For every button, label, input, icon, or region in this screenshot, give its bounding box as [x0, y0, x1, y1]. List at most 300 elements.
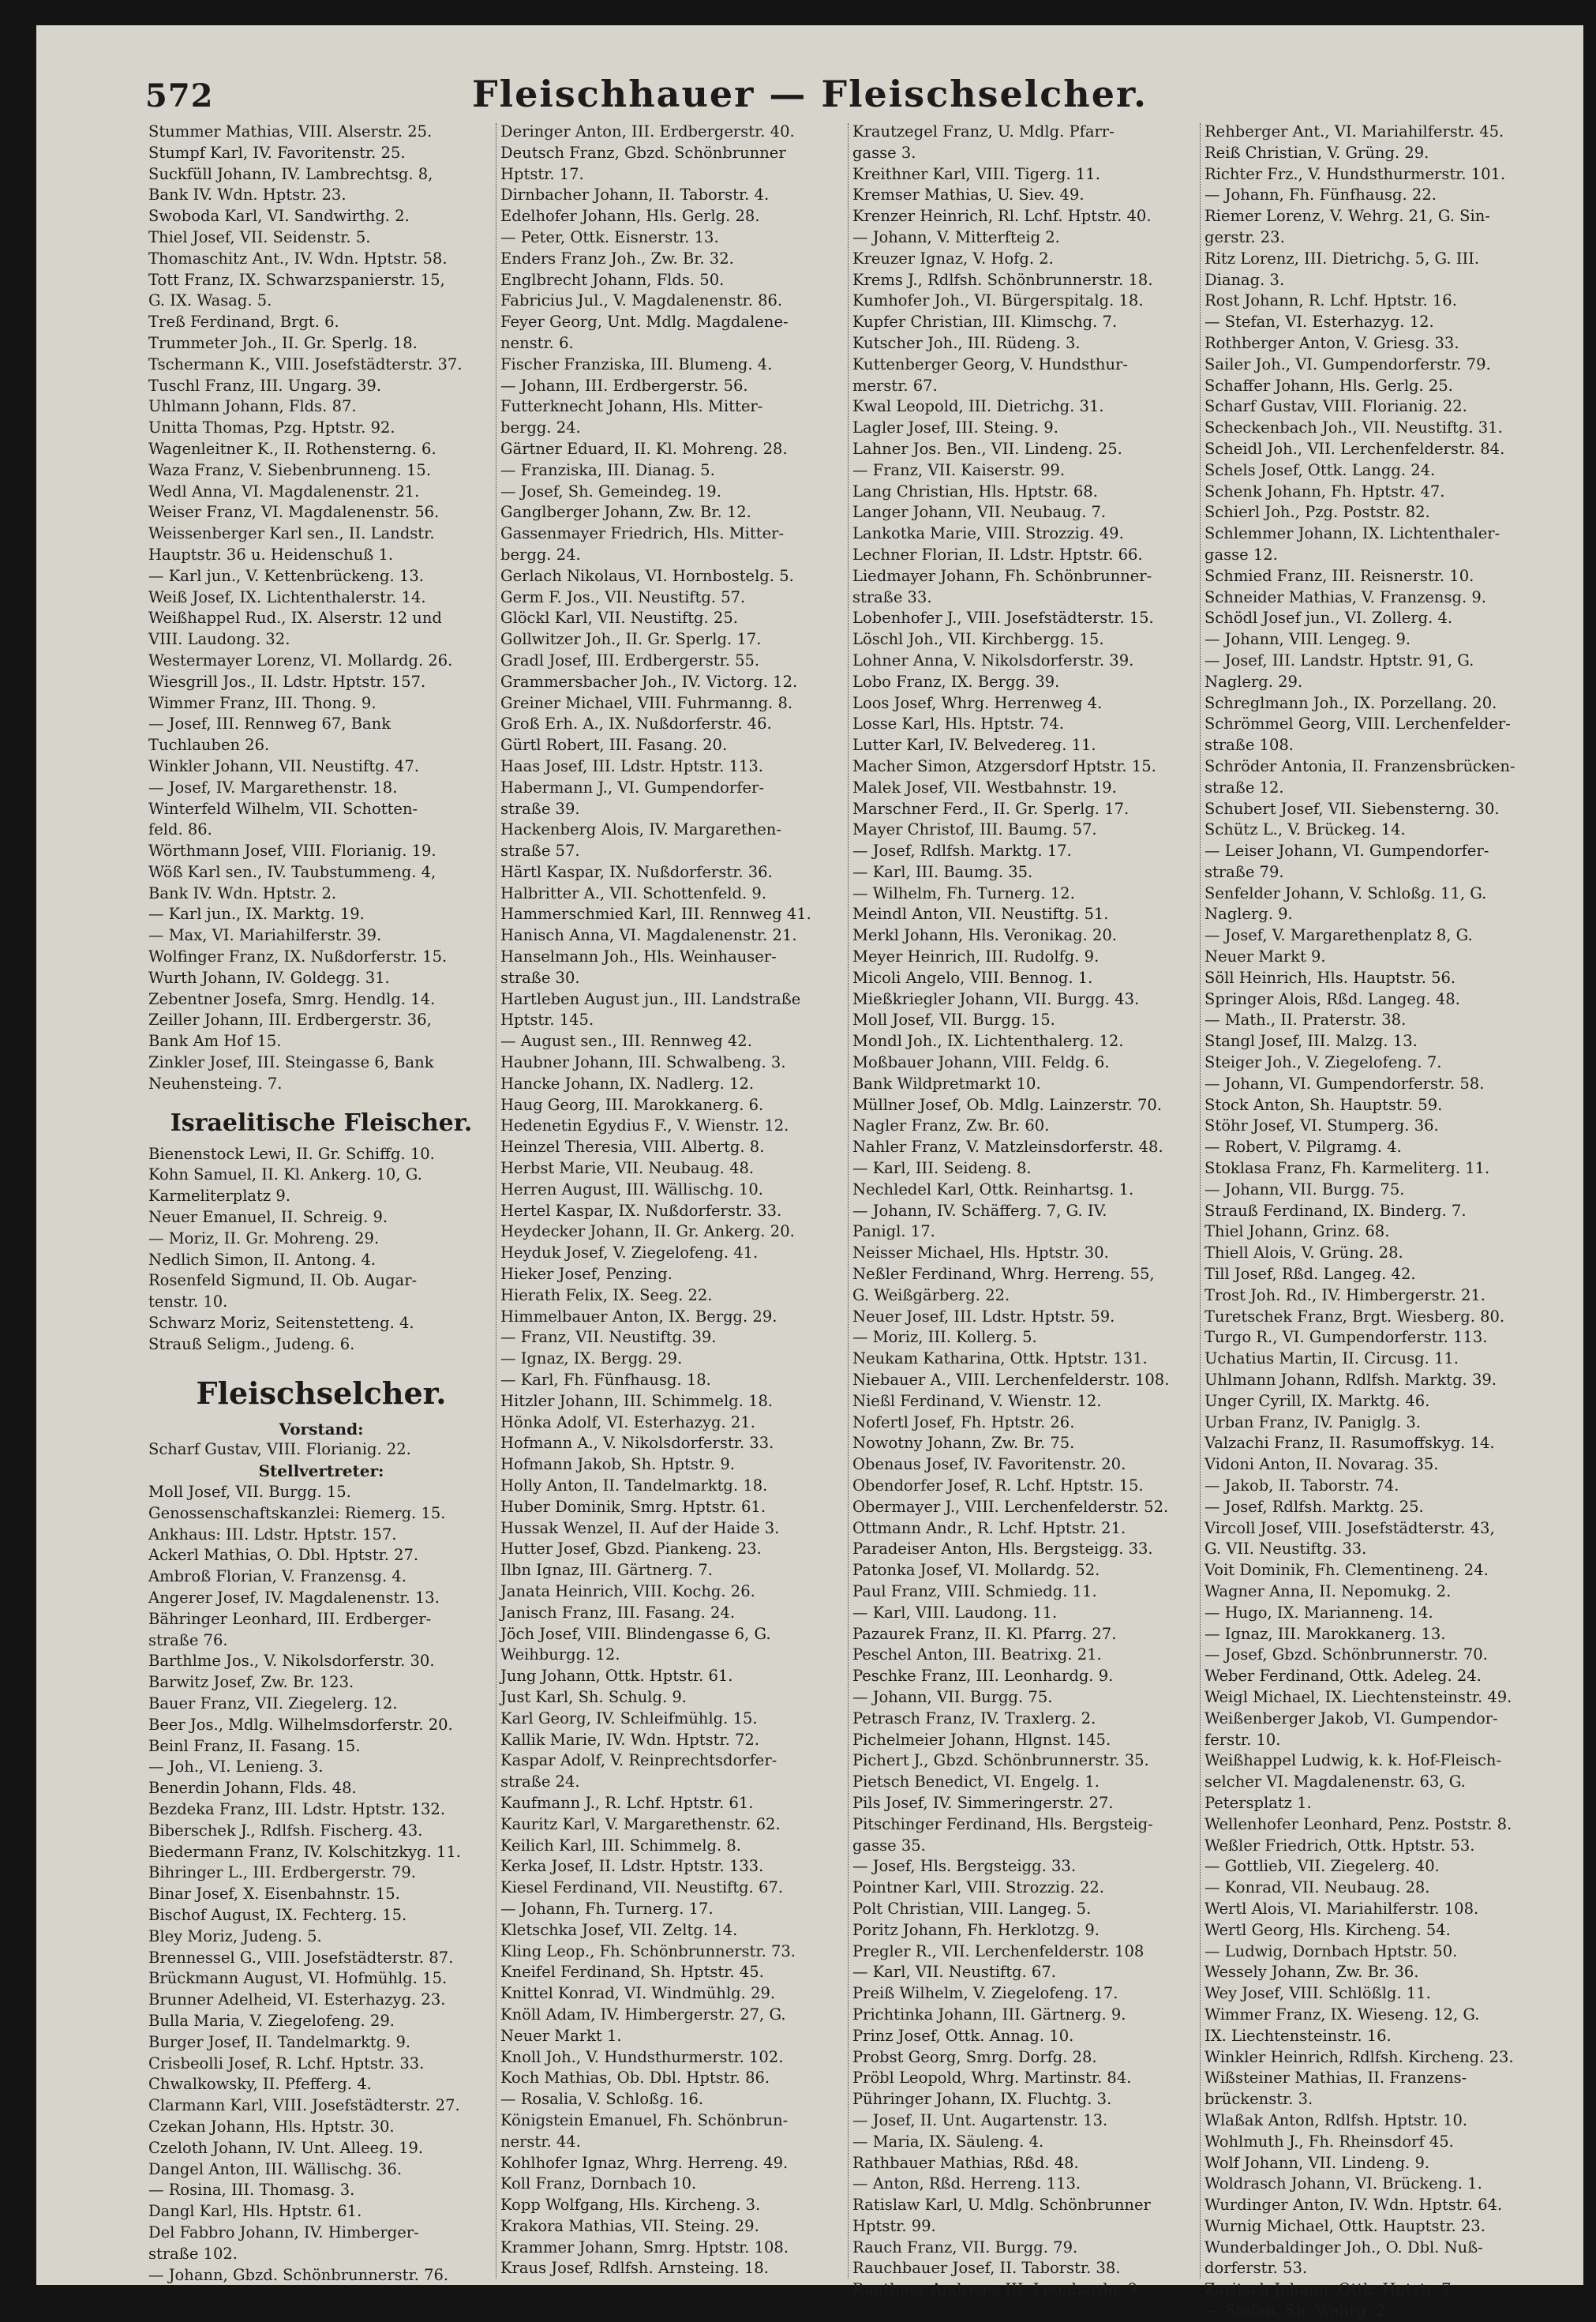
directory-entry: Wertl Georg, Hls. Kircheng. 54.	[1204, 1920, 1451, 1939]
directory-entry: Krenzer Heinrich, Rl. Lchf. Hptstr. 40.	[852, 207, 1152, 226]
directory-entry: Wolf Johann, VII. Lindeng. 9.	[1204, 2153, 1430, 2172]
directory-entry: Jung Johann, Ottk. Hptstr. 61.	[500, 1667, 733, 1686]
directory-entry: Haug Georg, III. Marokkanerg. 6.	[500, 1095, 764, 1114]
directory-entry: Malek Josef, VII. Westbahnstr. 19.	[852, 778, 1117, 797]
directory-entry: Wertl Alois, VI. Mariahilferstr. 108.	[1204, 1899, 1479, 1918]
directory-entry: Nedlich Simon, II. Antong. 4.	[148, 1250, 377, 1269]
directory-entry: Gradl Josef, III. Erdbergerstr. 55.	[500, 651, 760, 670]
directory-entry: Bank Wildpretmarkt 10.	[852, 1074, 1041, 1093]
directory-entry: — Robert, V. Pilgramg. 4.	[1204, 1138, 1402, 1157]
directory-entry: Turgo R., VI. Gumpendorferstr. 113.	[1204, 1328, 1488, 1347]
directory-entry: — Johann, VII. Burgg. 75.	[1204, 1180, 1405, 1199]
directory-entry: Langer Johann, VII. Neubaug. 7.	[852, 503, 1107, 522]
directory-entry: Schels Josef, Ottk. Langg. 24.	[1204, 460, 1436, 479]
directory-entry: Kohlhofer Ignaz, Whrg. Herreng. 49.	[500, 2153, 789, 2172]
directory-entry: Kerka Josef, II. Ldstr. Hptstr. 133.	[500, 1857, 764, 1876]
directory-entry: Ratislaw Karl, U. Mdlg. Schönbrunner	[852, 2196, 1151, 2215]
directory-entry: — Maria, IX. Säuleng. 4.	[852, 2132, 1044, 2151]
directory-entry: Schrömmel Georg, VIII. Lerchenfelder-	[1204, 715, 1511, 733]
directory-entry: Winkler Heinrich, Rdlfsh. Kircheng. 23.	[1204, 2047, 1514, 2066]
directory-entry: Thiell Alois, V. Grüng. 28.	[1204, 1244, 1403, 1262]
vorstand-entry: Scharf Gustav, VIII. Florianig. 22.	[148, 1440, 411, 1459]
directory-entry: Biberschek J., Rdlfsh. Fischerg. 43.	[148, 1821, 423, 1840]
directory-entry: Uchatius Martin, II. Circusg. 11.	[1204, 1349, 1459, 1368]
directory-entry: straße 24.	[500, 1772, 580, 1791]
directory-entry: Bank IV. Wdn. Hptstr. 2.	[148, 883, 337, 902]
directory-entry: Czeloth Johann, IV. Unt. Alleeg. 19.	[148, 2138, 424, 2157]
directory-entry: Scheidl Joh., VII. Lerchenfelderstr. 84.	[1204, 439, 1505, 458]
directory-entry: Prichtinka Johann, III. Gärtnerg. 9.	[852, 2005, 1126, 2024]
directory-entry: Patonka Josef, VI. Mollardg. 52.	[852, 1561, 1100, 1580]
directory-entry: Bähringer Leonhard, III. Erdberger-	[148, 1609, 432, 1628]
directory-entry: Petrasch Franz, IV. Traxlerg. 2.	[852, 1709, 1096, 1727]
directory-entry: Bauer Franz, VII. Ziegelerg. 12.	[148, 1694, 398, 1712]
directory-entry: Tuschl Franz, III. Ungarg. 39.	[148, 376, 382, 395]
directory-entry: Waza Franz, V. Siebenbrunneng. 15.	[148, 460, 432, 479]
directory-entry: Stöhr Josef, VI. Stumperg. 36.	[1204, 1116, 1439, 1135]
directory-entry: Wunderbaldinger Joh., O. Dbl. Nuß-	[1204, 2238, 1483, 2256]
directory-entry: VIII. Laudong. 32.	[148, 630, 290, 649]
directory-entry: Ankhaus: III. Ldstr. Hptstr. 157.	[148, 1525, 397, 1544]
directory-entry: Hancke Johann, IX. Nadlerg. 12.	[500, 1074, 755, 1093]
directory-entry: tenstr. 10.	[148, 1292, 228, 1311]
directory-entry: Hptstr. 17.	[500, 164, 584, 183]
directory-entry: Karmeliterplatz 9.	[148, 1187, 290, 1206]
directory-entry: Genossenschaftskanzlei: Riemerg. 15.	[148, 1503, 446, 1522]
directory-entry: — Johann, VII. Burgg. 75.	[852, 1687, 1053, 1706]
directory-entry: Bischof August, IX. Fechterg. 15.	[148, 1905, 407, 1924]
directory-entry: gerstr. 23.	[1204, 227, 1285, 246]
column-1-entries	[148, 122, 494, 1095]
directory-entry: nerstr. 44.	[500, 2132, 581, 2151]
directory-entry: Schütz L., V. Brückeg. 14.	[1204, 820, 1406, 839]
directory-entry: Schaffer Johann, Hls. Gerlg. 25.	[1204, 376, 1453, 395]
directory-entry: Brunner Adelheid, VI. Esterhazyg. 23.	[148, 1990, 446, 2009]
column-3	[852, 122, 1198, 2301]
directory-entry: Rosenfeld Sigmund, II. Ob. Augar-	[148, 1271, 418, 1290]
directory-entry: Weißenberger Jakob, VI. Gumpendor-	[1204, 1709, 1498, 1727]
directory-entry: Thomaschitz Ant., IV. Wdn. Hptstr. 58.	[148, 249, 448, 268]
directory-entry: Heinzel Theresia, VIII. Albertg. 8.	[500, 1138, 765, 1157]
directory-entry: — Stefan, VI. Esterhazyg. 12.	[1204, 313, 1434, 332]
directory-entry: Uhlmann Johann, Rdlfsh. Marktg. 39.	[1204, 1371, 1497, 1390]
directory-entry: brückenstr. 3.	[1204, 2090, 1313, 2109]
directory-entry: Neukam Katharina, Ottk. Hptstr. 131.	[852, 1349, 1148, 1368]
directory-entry: — Franz, VII. Neustiftg. 39.	[500, 1328, 717, 1347]
directory-entry: — Joh., VI. Lenieng. 3.	[148, 1757, 324, 1776]
directory-entry: Nagler Franz, Zw. Br. 60.	[852, 1116, 1050, 1135]
directory-entry: Pichelmeier Johann, Hlgnst. 145.	[852, 1730, 1111, 1749]
directory-entry: — Franziska, III. Dianag. 5.	[500, 460, 715, 479]
directory-entry: — Josef, III. Rennweg 67, Bank	[148, 715, 392, 733]
directory-entry: Fabricius Jul., V. Magdalenenstr. 86.	[500, 291, 783, 310]
directory-entry: bergg. 24.	[500, 418, 581, 437]
directory-entry: — Rosina, III. Thomasg. 3.	[148, 2181, 355, 2200]
column-2	[500, 122, 846, 2279]
directory-entry: Winterfeld Wilhelm, VII. Schotten-	[148, 799, 418, 818]
directory-entry: Tuchlauben 26.	[148, 736, 270, 755]
directory-entry: — Josef, Rdlfsh. Marktg. 17.	[852, 842, 1072, 861]
directory-entry: Clarmann Karl, VIII. Josefstädterstr. 27.	[148, 2096, 460, 2115]
directory-entry: Panigl. 17.	[852, 1222, 935, 1241]
directory-entry: Bienenstock Lewi, II. Gr. Schiffg. 10.	[148, 1144, 435, 1163]
directory-entry: Wlaßak Anton, Rdlfsh. Hptstr. 10.	[1204, 2110, 1468, 2129]
directory-entry: Barthlme Jos., V. Nikolsdorferstr. 30.	[148, 1652, 435, 1671]
directory-entry: — Jakob, II. Taborstr. 74.	[1204, 1476, 1399, 1495]
directory-entry: — Karl, III. Baumg. 35.	[852, 862, 1033, 881]
directory-entry: selcher VI. Magdalenenstr. 63, G.	[1204, 1772, 1466, 1791]
directory-entry: — Ignaz, III. Marokkanerg. 13.	[1204, 1624, 1446, 1643]
directory-entry: Wagenleitner K., II. Rothensterng. 6.	[148, 439, 436, 458]
directory-entry: Bulla Maria, V. Ziegelofeng. 29.	[148, 2011, 395, 2030]
directory-entry: Crisbeolli Josef, R. Lchf. Hptstr. 33.	[148, 2054, 425, 2073]
directory-entry: Herren August, III. Wällischg. 10.	[500, 1180, 763, 1199]
directory-entry: Ottmann Andr., R. Lchf. Hptstr. 21.	[852, 1518, 1126, 1537]
directory-entry: — Josef, III. Landstr. Hptstr. 91, G.	[1204, 651, 1474, 670]
directory-entry: Macher Simon, Atzgersdorf Hptstr. 15.	[852, 756, 1156, 775]
directory-entry: Schneider Mathias, V. Franzensg. 9.	[1204, 587, 1486, 606]
directory-entry: Niebauer A., VIII. Lerchenfelderstr. 108.	[852, 1371, 1170, 1390]
directory-entry: Glöckl Karl, VII. Neustiftg. 25.	[500, 609, 738, 628]
directory-entry: Schwarz Moriz, Seitenstetteng. 4.	[148, 1314, 414, 1333]
directory-entry: Moßbauer Johann, VIII. Feldg. 6.	[852, 1053, 1110, 1072]
page-header	[36, 49, 1583, 115]
directory-entry: straße 79.	[1204, 862, 1284, 881]
directory-entry: Till Josef, Rßd. Langeg. 42.	[1204, 1265, 1416, 1284]
directory-entry: — Johann, Gbzd. Schönbrunnerstr. 76.	[148, 2265, 449, 2284]
directory-entry: Poritz Johann, Fh. Herklotzg. 9.	[852, 1920, 1100, 1939]
directory-entry: gasse 12.	[1204, 545, 1278, 564]
directory-entry: Neuhensteing. 7.	[148, 1074, 283, 1093]
directory-entry: Janata Heinrich, VIII. Kochg. 26.	[500, 1581, 755, 1600]
directory-entry: Schenk Johann, Fh. Hptstr. 47.	[1204, 482, 1445, 501]
directory-entry: Bezdeka Franz, III. Ldstr. Hptstr. 132.	[148, 1799, 446, 1818]
directory-entry: Dangl Karl, Hls. Hptstr. 61.	[148, 2202, 362, 2221]
directory-entry: straße 57.	[500, 842, 580, 861]
directory-entry: Lechner Florian, II. Ldstr. Hptstr. 66.	[852, 545, 1143, 564]
directory-entry: Schmied Franz, III. Reisnerstr. 10.	[1204, 566, 1474, 585]
directory-entry: Strauß Ferdinand, IX. Binderg. 7.	[1204, 1201, 1467, 1220]
directory-entry: Greiner Michael, VIII. Fuhrmanng. 8.	[500, 693, 793, 712]
directory-entry: Uhlmann Johann, Flds. 87.	[148, 397, 357, 416]
directory-entry: bergg. 24.	[500, 545, 581, 564]
directory-entry: Gollwitzer Joh., II. Gr. Sperlg. 17.	[500, 630, 762, 649]
directory-entry: Paul Franz, VIII. Schmiedg. 11.	[852, 1581, 1097, 1600]
directory-entry: Knittel Konrad, VI. Windmühlg. 29.	[500, 1984, 776, 2003]
directory-entry: Dangel Anton, III. Wällischg. 36.	[148, 2159, 403, 2178]
directory-entry: Obenaus Josef, IV. Favoritenstr. 20.	[852, 1455, 1126, 1474]
directory-entry: Wißsteiner Mathias, II. Franzens-	[1204, 2069, 1467, 2088]
directory-entry: Lohner Anna, V. Nikolsdorferstr. 39.	[852, 651, 1134, 670]
directory-entry: — Karl, Fh. Fünfhausg. 18.	[500, 1371, 711, 1390]
directory-entry: Bihringer L., III. Erdbergerstr. 79.	[148, 1863, 416, 1882]
directory-entry: merstr. 67.	[852, 376, 938, 395]
directory-entry: Fischer Franziska, III. Blumeng. 4.	[500, 354, 773, 373]
directory-entry: Weßler Friedrich, Ottk. Hptstr. 53.	[1204, 1836, 1475, 1855]
column-divider	[1200, 123, 1201, 2279]
directory-entry: Stangl Josef, III. Malzg. 13.	[1204, 1032, 1418, 1051]
directory-entry: Vircoll Josef, VIII. Josefstädterstr. 43,	[1204, 1518, 1495, 1537]
vorstand-label: Vorstand:	[279, 1419, 364, 1439]
directory-entry: straße 30.	[500, 968, 580, 987]
directory-entry: Königstein Emanuel, Fh. Schönbrun-	[500, 2110, 789, 2129]
directory-entry: — Moriz, III. Kollerg. 5.	[852, 1328, 1037, 1347]
directory-entry: Schödl Josef jun., VI. Zollerg. 4.	[1204, 609, 1453, 628]
directory-entry: — Karl, VIII. Laudong. 11.	[852, 1603, 1058, 1622]
directory-entry: G. IX. Wasag. 5.	[148, 291, 272, 310]
directory-entry: Wörthmann Josef, VIII. Florianig. 19.	[148, 842, 436, 861]
directory-entry: Härtl Kaspar, IX. Nußdorferstr. 36.	[500, 862, 773, 881]
directory-entry: Weber Ferdinand, Ottk. Adeleg. 24.	[1204, 1667, 1482, 1686]
directory-entry: Himmelbauer Anton, IX. Bergg. 29.	[500, 1307, 777, 1326]
directory-entry: — Karl, III. Seideng. 8.	[852, 1159, 1032, 1178]
directory-entry: Thiel Josef, VII. Seidenstr. 5.	[148, 227, 371, 246]
directory-entry: Wellenhofer Leonhard, Penz. Poststr. 8.	[1204, 1814, 1512, 1833]
directory-entry: Zeiller Johann, III. Erdbergerstr. 36,	[148, 1011, 432, 1030]
directory-entry: Liedmayer Johann, Fh. Schönbrunner-	[852, 566, 1152, 585]
directory-entry: Scheckenbach Joh., VII. Neustiftg. 31.	[1204, 418, 1503, 437]
directory-entry: Neuer Emanuel, II. Schreig. 9.	[148, 1208, 388, 1227]
directory-entry: Naglerg. 9.	[1204, 905, 1293, 924]
directory-entry: Deringer Anton, III. Erdbergerstr. 40.	[500, 122, 795, 141]
directory-entry: Petersplatz 1.	[1204, 1793, 1312, 1812]
directory-entry: — Johann, Fh. Turnerg. 17.	[500, 1899, 714, 1918]
directory-entry: Nießl Ferdinand, V. Wienstr. 12.	[852, 1391, 1102, 1410]
israelitische-entries	[148, 1144, 494, 1356]
directory-entry: Ilbn Ignaz, III. Gärtnerg. 7.	[500, 1561, 713, 1580]
directory-entry: Wagner Anna, II. Nepomukg. 2.	[1204, 1581, 1452, 1600]
directory-entry: Wolfinger Franz, IX. Nußdorferstr. 15.	[148, 947, 448, 966]
directory-entry: Pils Josef, IV. Simmeringerstr. 27.	[852, 1793, 1114, 1812]
directory-entry: — Rosalia, V. Schloßg. 16.	[500, 2090, 704, 2109]
directory-entry: Ganglberger Johann, Zw. Br. 12.	[500, 503, 751, 522]
directory-entry: Neuer Markt 1.	[500, 2026, 622, 2045]
directory-entry: Wöß Karl sen., IV. Taubstummeng. 4,	[148, 862, 436, 881]
directory-entry: Losse Karl, Hls. Hptstr. 74.	[852, 715, 1064, 733]
directory-entry: Suckfüll Johann, IV. Lambrechtsg. 8,	[148, 164, 433, 183]
column-4	[1204, 122, 1561, 2322]
directory-entry: Treß Ferdinand, Brgt. 6.	[148, 313, 339, 332]
directory-entry: Trost Joh. Rd., IV. Himbergerstr. 21.	[1204, 1285, 1486, 1304]
directory-entry: nenstr. 6.	[500, 333, 574, 352]
directory-entry: Rauch Franz, VII. Burgg. 79.	[852, 2238, 1078, 2256]
directory-entry: Kraus Josef, Rdlfsh. Arnsteing. 18.	[500, 2259, 769, 2278]
directory-entry: Rauchbauer Josef, II. Taborstr. 38.	[852, 2259, 1121, 2278]
directory-entry: Rauthner Andreas, III. Leonhardg. 9.	[852, 2280, 1143, 2299]
directory-entry: Herbst Marie, VII. Neubaug. 48.	[500, 1159, 755, 1178]
directory-entry: Krautzegel Franz, U. Mdlg. Pfarr-	[852, 122, 1115, 141]
directory-entry: Preiß Wilhelm, V. Ziegelofeng. 17.	[852, 1984, 1118, 2003]
directory-entry: Weihburgg. 12.	[500, 1645, 620, 1664]
directory-entry: Binar Josef, X. Eisenbahnstr. 15.	[148, 1885, 400, 1904]
directory-entry: Hauptstr. 36 u. Heidenschuß 1.	[148, 545, 394, 564]
directory-entry: Futterknecht Johann, Hls. Mitter-	[500, 397, 763, 416]
directory-entry: Kauritz Karl, V. Margarethenstr. 62.	[500, 1814, 781, 1833]
directory-entry: Schreglmann Joh., IX. Porzellang. 20.	[1204, 693, 1497, 712]
directory-entry: Haubner Johann, III. Schwalbeng. 3.	[500, 1053, 786, 1072]
directory-entry: Englbrecht Johann, Flds. 50.	[500, 270, 725, 289]
directory-entry: Weiß Josef, IX. Lichtenthalerstr. 14.	[148, 587, 426, 606]
directory-entry: Neuer Markt 9.	[1204, 947, 1326, 966]
directory-entry: — Hugo, IX. Marianneng. 14.	[1204, 1603, 1433, 1622]
directory-entry: — Konrad, VII. Neubaug. 28.	[1204, 1878, 1430, 1897]
directory-entry: feld. 86.	[148, 820, 212, 839]
directory-entry: Lutter Karl, IV. Belvedereg. 11.	[852, 736, 1096, 755]
directory-entry: Strauß Seligm., Judeng. 6.	[148, 1334, 355, 1353]
directory-entry: Burger Josef, II. Tandelmarktg. 9.	[148, 2032, 411, 2051]
directory-entry: Mießkriegler Johann, VII. Burgg. 43.	[852, 989, 1140, 1008]
directory-entry: Vidoni Anton, II. Novarag. 35.	[1204, 1455, 1439, 1474]
directory-entry: Pichert J., Gbzd. Schönbrunnerstr. 35.	[852, 1751, 1149, 1770]
directory-entry: straße 76.	[148, 1630, 228, 1649]
directory-entry: Hertel Kaspar, IX. Nußdorferstr. 33.	[500, 1201, 782, 1220]
directory-entry: Wey Josef, VIII. Schlößlg. 11.	[1204, 1984, 1431, 2003]
directory-entry: Winkler Johann, VII. Neustiftg. 47.	[148, 756, 419, 775]
directory-entry: Heyduk Josef, V. Ziegelofeng. 41.	[500, 1244, 759, 1262]
stellvertreter-label: Stellvertreter:	[258, 1461, 384, 1481]
directory-entry: Söll Heinrich, Hls. Hauptstr. 56.	[1204, 968, 1456, 987]
directory-entry: Unger Cyrill, IX. Marktg. 46.	[1204, 1391, 1430, 1410]
directory-entry: Wiesgrill Jos., II. Ldstr. Hptstr. 157.	[148, 672, 426, 691]
directory-entry: — Josef, Gbzd. Schönbrunnerstr. 70.	[1204, 1645, 1488, 1664]
directory-entry: Haas Josef, III. Ldstr. Hptstr. 113.	[500, 756, 764, 775]
directory-entry: Richter Frz., V. Hundsthurmerstr. 101.	[1204, 164, 1506, 183]
directory-entry: Kuttenberger Georg, V. Hundsthur-	[852, 354, 1128, 373]
directory-entry: Hönka Adolf, VI. Esterhazyg. 21.	[500, 1412, 755, 1431]
directory-entry: — Karl jun., IX. Marktg. 19.	[148, 905, 365, 924]
directory-entry: Steiger Joh., V. Ziegelofeng. 7.	[1204, 1053, 1442, 1072]
directory-entry: Hanisch Anna, VI. Magdalenenstr. 21.	[500, 926, 797, 945]
directory-entry: Holly Anton, II. Tandelmarktg. 18.	[500, 1476, 768, 1495]
directory-entry: Germ F. Jos., VII. Neustiftg. 57.	[500, 587, 746, 606]
directory-entry: Weißhappel Ludwig, k. k. Hof-Fleisch-	[1204, 1751, 1502, 1770]
directory-entry: Wurth Johann, IV. Goldegg. 31.	[148, 968, 390, 987]
directory-entry: Ritz Lorenz, III. Dietrichg. 5, G. III.	[1204, 249, 1480, 268]
directory-entry: Bley Moriz, Judeng. 5.	[148, 1926, 322, 1945]
directory-entry: Nahler Franz, V. Matzleinsdorferstr. 48.	[852, 1138, 1163, 1157]
directory-entry: Kumhofer Joh., VI. Bürgerspitalg. 18.	[852, 291, 1144, 310]
directory-entry: Czekan Johann, Hls. Hptstr. 30.	[148, 2117, 395, 2136]
directory-entry: — Wilhelm, Fh. Turnerg. 12.	[852, 883, 1075, 902]
directory-entry: — Josef, Sh. Gemeindeg. 19.	[500, 482, 721, 501]
directory-entry: Kaufmann J., R. Lchf. Hptstr. 61.	[500, 1793, 754, 1812]
directory-entry: straße 108.	[1204, 736, 1294, 755]
directory-entry: Pazaurek Franz, II. Kl. Pfarrg. 27.	[852, 1624, 1117, 1643]
directory-entry: Barwitz Josef, Zw. Br. 123.	[148, 1673, 354, 1692]
directory-entry: Scharf Gustav, VIII. Florianig. 22.	[1204, 397, 1467, 416]
directory-entry: Angerer Josef, IV. Magdalenenstr. 13.	[148, 1589, 440, 1607]
directory-entry: Hanselmann Joh., Hls. Weinhauser-	[500, 947, 777, 966]
directory-entry: — Josef, Rdlfsh. Marktg. 25.	[1204, 1497, 1424, 1516]
directory-entry: straße 33.	[852, 587, 932, 606]
column-divider	[848, 123, 849, 2279]
directory-entry: Chwalkowsky, II. Pfefferg. 4.	[148, 2075, 372, 2094]
directory-entry: Rothberger Anton, V. Griesg. 33.	[1204, 333, 1459, 352]
directory-entry: Karl Georg, IV. Schleifmühlg. 15.	[500, 1709, 758, 1727]
directory-entry: Knoll Joh., V. Hundsthurmerstr. 102.	[500, 2047, 784, 2066]
directory-entry: IX. Liechtensteinstr. 16.	[1204, 2026, 1392, 2045]
directory-entry: Wurdinger Anton, IV. Wdn. Hptstr. 64.	[1204, 2196, 1503, 2215]
directory-page	[36, 25, 1583, 2320]
directory-entry: Kohn Samuel, II. Kl. Ankerg. 10, G.	[148, 1165, 422, 1184]
directory-entry: — Johann, V. Mitterfteig 2.	[852, 227, 1060, 246]
directory-entry: Valzachi Franz, II. Rasumoffskyg. 14.	[1204, 1434, 1495, 1453]
directory-entry: Del Fabbro Johann, IV. Himberger-	[148, 2223, 419, 2241]
directory-entry: Weigl Michael, IX. Liechtensteinstr. 49.	[1204, 1687, 1512, 1706]
directory-entry: Pitschinger Ferdinand, Hls. Bergsteig-	[852, 1814, 1153, 1833]
directory-entry: Gerlach Nikolaus, VI. Hornbostelg. 5.	[500, 566, 794, 585]
directory-entry: Dirnbacher Johann, II. Taborstr. 4.	[500, 186, 770, 204]
directory-entry: Bank IV. Wdn. Hptstr. 23.	[148, 186, 347, 204]
directory-entry: — Ludwig, Dornbach Hptstr. 50.	[1204, 1941, 1458, 1960]
directory-entry: Kupfer Christian, III. Klimschg. 7.	[852, 313, 1118, 332]
directory-entry: Hptstr. 145.	[500, 1011, 594, 1030]
directory-entry: Kneifel Ferdinand, Sh. Hptstr. 45.	[500, 1963, 764, 1982]
directory-entry: Mayer Christof, III. Baumg. 57.	[852, 820, 1097, 839]
directory-entry: — Franz, VII. Kaiserstr. 99.	[852, 460, 1066, 479]
directory-entry: Kallik Marie, IV. Wdn. Hptstr. 72.	[500, 1730, 760, 1749]
directory-entry: — Josef, II. Unt. Augartenstr. 13.	[852, 2110, 1108, 2129]
directory-entry: Urban Franz, IV. Paniglg. 3.	[1204, 1412, 1421, 1431]
directory-entry: Kreithner Karl, VIII. Tigerg. 11.	[852, 164, 1100, 183]
directory-entry: Brückmann August, VI. Hofmühlg. 15.	[148, 1969, 448, 1988]
directory-entry: Unitta Thomas, Pzg. Hptstr. 92.	[148, 418, 395, 437]
directory-entry: Peschel Anton, III. Beatrixg. 21.	[852, 1645, 1102, 1664]
directory-entry: Edelhofer Johann, Hls. Gerlg. 28.	[500, 207, 760, 226]
directory-entry: Feyer Georg, Unt. Mdlg. Magdalene-	[500, 313, 789, 332]
directory-entry: Gürtl Robert, III. Fasang. 20.	[500, 736, 728, 755]
directory-entry: dorferstr. 53.	[1204, 2259, 1308, 2278]
directory-entry: Hptstr. 99.	[852, 2216, 936, 2235]
directory-entry: Lobo Franz, IX. Bergg. 39.	[852, 672, 1060, 691]
directory-entry: Knöll Adam, IV. Himbergerstr. 27, G.	[500, 2005, 786, 2024]
directory-entry: Kling Leop., Fh. Schönbrunnerstr. 73.	[500, 1941, 796, 1960]
directory-entry: Brennessel G., VIII. Josefstädterstr. 87.	[148, 1948, 454, 1967]
directory-entry: Hofmann A., V. Nikolsdorferstr. 33.	[500, 1434, 774, 1453]
directory-entry: Keilich Karl, III. Schimmelg. 8.	[500, 1836, 741, 1855]
directory-entry: — Anton, Rßd. Herreng. 113.	[852, 2174, 1081, 2193]
directory-entry: Nechledel Karl, Ottk. Reinhartsg. 1.	[852, 1180, 1134, 1199]
directory-entry: straße 102.	[148, 2244, 238, 2263]
directory-entry: Micoli Angelo, VIII. Bennog. 1.	[852, 968, 1093, 987]
directory-entry: — Johann, VI. Gumpendorferstr. 58.	[1204, 1074, 1485, 1093]
directory-entry: Wimmer Franz, IX. Wieseng. 12, G.	[1204, 2005, 1480, 2024]
directory-entry: Ackerl Mathias, O. Dbl. Hptstr. 27.	[148, 1546, 419, 1565]
directory-entry: Wessely Johann, Zw. Br. 36.	[1204, 1963, 1419, 1982]
directory-entry: Kiesel Ferdinand, VII. Neustiftg. 67.	[500, 1878, 784, 1897]
column-1	[148, 122, 494, 2286]
directory-entry: Kletschka Josef, VII. Zeltg. 14.	[500, 1920, 738, 1939]
directory-entry: Hitzler Johann, III. Schimmelg. 18.	[500, 1391, 774, 1410]
directory-entry: Moll Josef, VII. Burgg. 15.	[852, 1011, 1055, 1030]
directory-entry: Woldrasch Johann, VI. Brückeng. 1.	[1204, 2174, 1482, 2193]
directory-entry: — Josef, Hls. Bergsteigg. 33.	[852, 1857, 1077, 1876]
directory-entry: Zebentner Josefa, Smrg. Hendlg. 14.	[148, 989, 436, 1008]
directory-entry: Rathbauer Mathias, Rßd. 48.	[852, 2153, 1079, 2172]
directory-entry: Schröder Antonia, II. Franzensbrücken-	[1204, 756, 1515, 775]
directory-entry: Neßler Ferdinand, Whrg. Herreng. 55,	[852, 1265, 1155, 1284]
directory-entry: Hackenberg Alois, IV. Margarethen-	[500, 820, 781, 839]
directory-entry: Neuer Josef, III. Ldstr. Hptstr. 59.	[852, 1307, 1115, 1326]
directory-entry: Stumpf Karl, IV. Favoritenstr. 25.	[148, 143, 406, 162]
directory-entry: Hartleben August jun., III. Landstraße	[500, 989, 801, 1008]
directory-entry: gasse 35.	[852, 1836, 926, 1855]
directory-entry: Jöch Josef, VIII. Blindengasse 6, G.	[500, 1624, 771, 1643]
directory-entry: Hutter Josef, Gbzd. Piankeng. 23.	[500, 1540, 762, 1559]
directory-entry: Moll Josef, VII. Burgg. 15.	[148, 1483, 351, 1502]
directory-entry: — Karl jun., V. Kettenbrückeng. 13.	[148, 566, 424, 585]
directory-entry: Nowotny Johann, Zw. Br. 75.	[852, 1434, 1075, 1453]
